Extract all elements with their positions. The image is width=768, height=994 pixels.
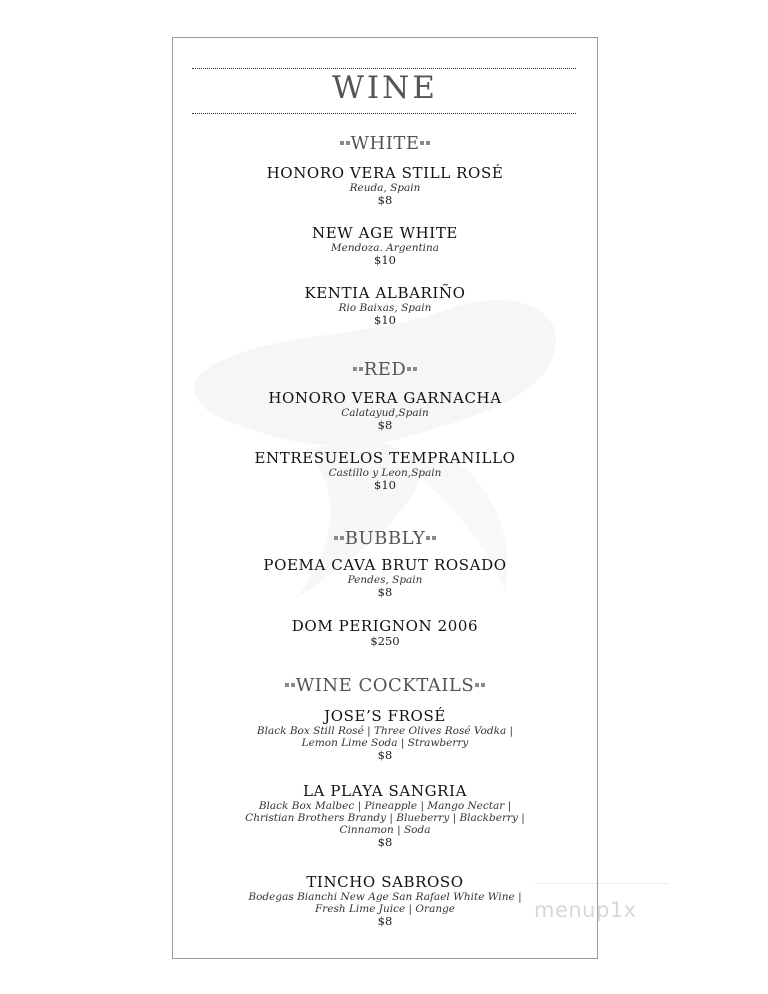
item-description: Calatayud,Spain: [341, 407, 429, 420]
item-price: $8: [377, 193, 393, 208]
menu-item: [172, 557, 598, 600]
item-name: TINCHO SABROSO: [306, 873, 464, 891]
menu-item: [172, 708, 598, 763]
item-description: Black Box Malbec | Pineapple | Mango Nectar |: [258, 800, 512, 813]
item-price: $10: [374, 313, 396, 328]
item-description: Rio Baixas, Spain: [338, 302, 432, 315]
item-description: Fresh Lime Juice | Orange: [314, 903, 456, 916]
item-price: $8: [377, 914, 393, 929]
menu-item: [172, 390, 598, 433]
item-name: ENTRESUELOS TEMPRANILLO: [254, 449, 516, 467]
item-price: $8: [377, 835, 393, 850]
menu-item: [172, 618, 598, 648]
section-heading-bubbly: BUBBLY: [172, 528, 598, 549]
item-description: Cinnamon | Soda: [339, 824, 431, 837]
menu-item: [172, 225, 598, 268]
item-price: $8: [377, 418, 393, 433]
item-description: Christian Brothers Brandy | Blueberry | Blackberry |: [245, 812, 525, 825]
page-title: WINE: [332, 70, 438, 106]
menu-item: [172, 285, 598, 328]
item-description: Lemon Lime Soda | Strawberry: [301, 737, 469, 750]
menu-item: [172, 783, 598, 850]
title-divider: [192, 113, 576, 114]
section-heading-red: RED: [172, 359, 598, 380]
item-name: DOM PERIGNON 2006: [291, 617, 479, 635]
item-name: LA PLAYA SANGRIA: [302, 782, 468, 800]
item-price: $10: [374, 478, 396, 493]
watermark-divider: [534, 883, 669, 884]
watermark-logo: menup1x: [534, 898, 637, 922]
menu-item: [172, 165, 598, 208]
top-divider: [192, 68, 576, 69]
item-description: Reuda, Spain: [349, 182, 421, 195]
item-price: $10: [374, 253, 396, 268]
section-heading-white: WHITE: [172, 133, 598, 154]
item-description: Mendoza. Argentina: [330, 242, 440, 255]
item-name: KENTIA ALBARIÑO: [304, 284, 466, 302]
item-price: $8: [377, 585, 393, 600]
item-name: HONORO VERA STILL ROSÉ: [266, 164, 504, 182]
item-description: Bodegas Bianchi New Age San Rafael White Wine |: [248, 891, 522, 904]
item-price: $8: [377, 748, 393, 763]
item-description: Castillo y Leon,Spain: [328, 467, 442, 480]
item-name: NEW AGE WHITE: [312, 224, 458, 242]
item-price: $250: [370, 634, 400, 649]
item-description: Black Box Still Rosé | Three Olives Rosé Vodka |: [256, 725, 514, 738]
item-name: HONORO VERA GARNACHA: [268, 389, 502, 407]
item-name: JOSE’S FROSÉ: [324, 707, 446, 725]
section-heading-wine-cocktails: WINE COCKTAILS: [172, 675, 598, 696]
menu-item: [172, 450, 598, 493]
item-description: Pendes, Spain: [347, 574, 423, 587]
item-name: POEMA CAVA BRUT ROSADO: [263, 556, 507, 574]
